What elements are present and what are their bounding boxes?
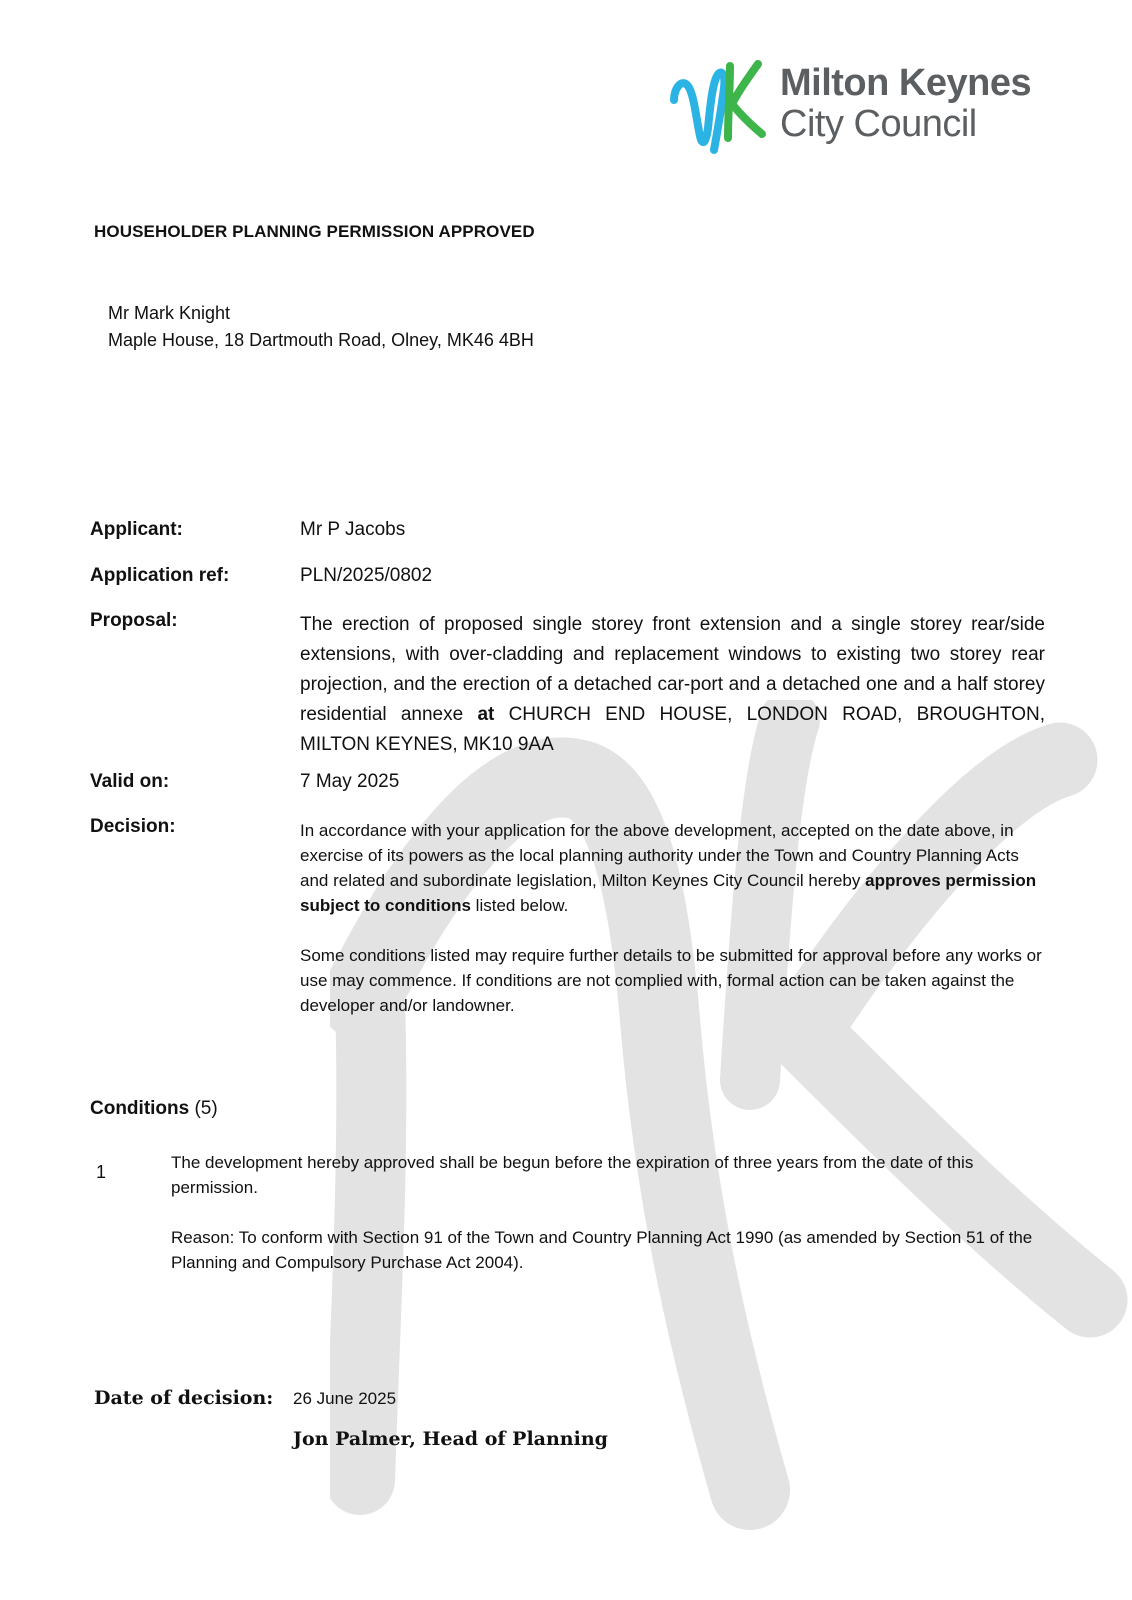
recipient-name: Mr Mark Knight <box>108 303 231 323</box>
conditions-count: (5) <box>194 1098 218 1119</box>
recipient-address: Maple House, 18 Dartmouth Road, Olney, MK46 4BH <box>108 330 534 350</box>
date-of-decision-value: 26 June 2025 <box>293 1389 397 1408</box>
council-name-line1: Milton Keynes <box>780 62 1032 104</box>
valid-on-label: Valid on: <box>90 771 170 792</box>
council-name-line2: City Council <box>780 103 977 145</box>
decision-label: Decision: <box>90 816 176 837</box>
decision-paragraph-1 <box>300 818 1048 918</box>
decision-paragraph-1-end: listed below. <box>470 896 569 915</box>
mk-logo-mark-icon <box>668 58 768 158</box>
decision-outcome: approves permission subject to conditions <box>300 871 1037 915</box>
condition-item <box>171 1150 1051 1275</box>
proposal-label: Proposal: <box>90 610 178 631</box>
signatory: Jon Palmer, Head of Planning <box>293 1428 608 1450</box>
valid-on-value: 7 May 2025 <box>300 771 400 792</box>
document-title: HOUSEHOLDER PLANNING PERMISSION APPROVED <box>94 222 535 241</box>
condition-text: The development hereby approved shall be begun before the expiration of three years from the date of this permission. <box>171 1153 974 1197</box>
proposal-text <box>300 610 1045 760</box>
application-ref-label: Application ref: <box>90 565 230 586</box>
decision-text <box>300 818 1048 1018</box>
proposal-text-bold: at <box>477 704 495 725</box>
decision-paragraph-1-start: In accordance with your application for the above development, accepted on the date above, in exercise of its powers as the local planning authority under the Town and Country Planning Acts and related and subordinate legislation, Milton Keynes City Council hereby <box>300 821 1019 890</box>
application-ref-value: PLN/2025/0802 <box>300 565 433 586</box>
conditions-heading <box>90 1098 218 1120</box>
council-name <box>780 62 1031 144</box>
date-of-decision-label: Date of decision: <box>94 1387 274 1409</box>
applicant-value: Mr P Jacobs <box>300 519 406 540</box>
condition-number: 1 <box>96 1162 107 1182</box>
proposal-site-address: CHURCH END HOUSE, LONDON ROAD, BROUGHTON, MILTON KEYNES, MK10 9AA <box>300 704 1046 755</box>
conditions-heading-label: Conditions <box>90 1098 190 1119</box>
proposal-text-main: The erection of proposed single storey front extension and a single storey rear/side extensions, with over-cladding and replacement windows to existing two storey rear projection, and the erection of a detached car-port and a detached one and a half storey residential annexe <box>300 614 1045 725</box>
council-logo <box>668 58 1068 158</box>
recipient-address-block <box>108 300 534 354</box>
condition-reason: Reason: To conform with Section 91 of the Town and Country Planning Act 1990 (as amended by Section 51 of the Planning and Compulsory Purchase Act 2004). <box>171 1228 1033 1272</box>
decision-paragraph-2: Some conditions listed may require further details to be submitted for approval before any works or use may commence. If conditions are not complied with, formal action can be taken against the developer and/or landowner. <box>300 946 1042 1015</box>
applicant-label: Applicant: <box>90 519 183 540</box>
